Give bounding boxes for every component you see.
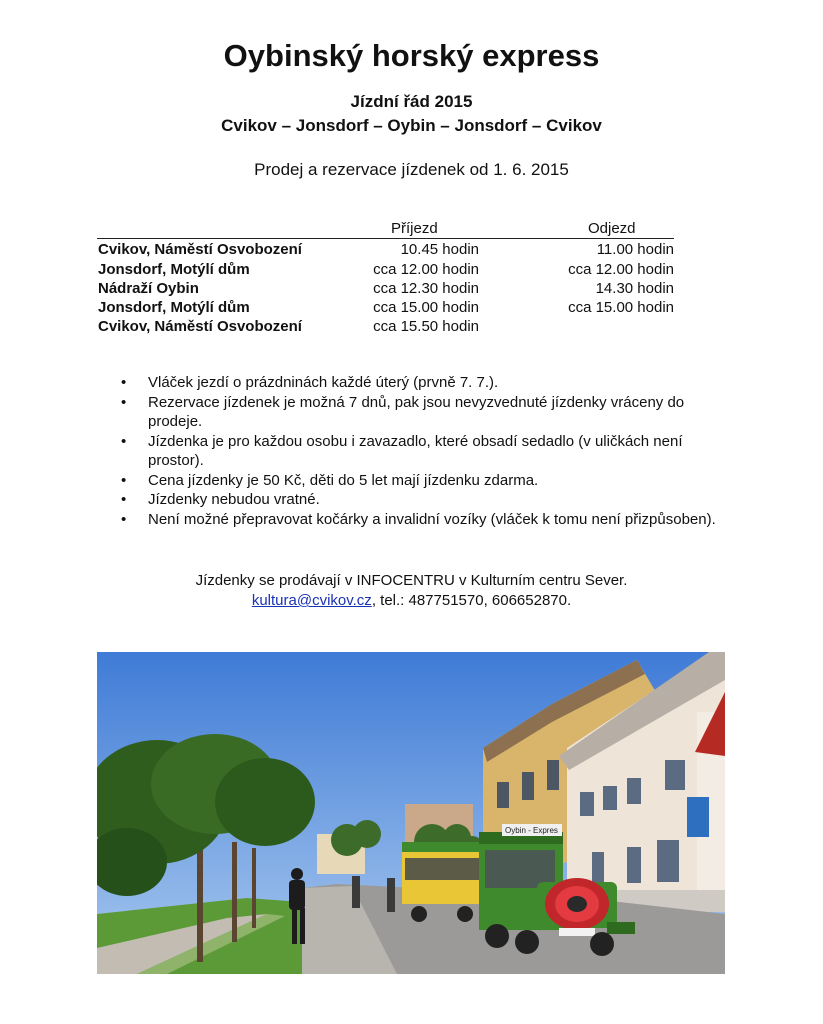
page-title: Oybinský horský express: [223, 38, 600, 73]
table-row: [97, 318, 677, 337]
schedule-subtitle: Jízdní řád 2015: [350, 92, 473, 111]
departure-time: 14.30 hodin: [595, 280, 674, 297]
ticket-sales-info: Jízdenky se prodávají v INFOCENTRU v Kulturním centru Sever.: [195, 572, 628, 589]
stop-name: Jonsdorf, Motýlí dům: [98, 261, 250, 278]
note-text: Vláček jezdí o prázdninách každé úterý (prvně 7. 7.).: [148, 374, 499, 391]
stop-name: Cvikov, Náměstí Osvobození: [98, 318, 302, 335]
list-item: [121, 393, 731, 432]
bullet-icon: •: [121, 432, 127, 450]
bullet-icon: •: [121, 491, 127, 508]
bullet-icon: •: [121, 471, 127, 489]
arrival-time: cca 12.30 hodin: [373, 280, 479, 297]
table-row: [97, 261, 677, 280]
table-row: [97, 299, 677, 318]
arrival-time: cca 15.00 hodin: [373, 299, 479, 316]
arrival-time: 10.45 hodin: [400, 241, 479, 258]
phone-text: , tel.: 487751570, 606652870.: [371, 592, 572, 609]
list-item: [121, 510, 731, 530]
bullet-icon: •: [121, 374, 127, 391]
contact-line: [0, 592, 823, 609]
blue-sign: [687, 797, 709, 837]
bullet-icon: •: [121, 510, 127, 528]
route-line: Cvikov – Jonsdorf – Oybin – Jonsdorf – Cvikov: [221, 116, 602, 135]
departure-time: cca 12.00 hodin: [568, 261, 674, 278]
list-item: [121, 432, 731, 471]
arrival-time: cca 12.00 hodin: [373, 261, 479, 278]
notes-list: [121, 373, 731, 529]
arrival-column-header: Příjezd: [391, 220, 438, 237]
stop-name: Cvikov, Náměstí Osvobození: [98, 241, 302, 258]
train-sign: Oybin - Expres: [505, 826, 558, 835]
stop-name: Jonsdorf, Motýlí dům: [98, 299, 250, 316]
list-item: [121, 373, 731, 393]
departure-time: 11.00 hodin: [596, 241, 674, 258]
note-text: Rezervace jízdenek je možná 7 dnů, pak jsou nevyzvednuté jízdenky vráceny do prodeje.: [148, 393, 685, 430]
arrival-time: cca 15.50 hodin: [373, 318, 479, 335]
bullet-icon: •: [121, 393, 127, 411]
note-text: Jízdenky nebudou vratné.: [148, 491, 320, 508]
street-train-photo: [97, 652, 725, 974]
table-row: [97, 280, 677, 299]
sale-info: Prodej a rezervace jízdenek od 1. 6. 2015: [254, 160, 569, 179]
table-header-rule: [97, 238, 674, 239]
note-text: Cena jízdenky je 50 Kč, děti do 5 let mají jízdenku zdarma.: [148, 471, 539, 489]
departure-time: cca 15.00 hodin: [568, 299, 674, 316]
table-row: [97, 241, 677, 260]
note-text: Jízdenka je pro každou osobu i zavazadlo, které obsadí sedadlo (v uličkách není prostor).: [148, 432, 683, 469]
email-link[interactable]: kultura@cvikov.cz: [251, 592, 372, 609]
note-text: Není možné přepravovat kočárky a invalidní vozíky (vláček k tomu není přizpůsoben).: [148, 510, 716, 528]
list-item: [121, 471, 731, 491]
departure-column-header: Odjezd: [588, 220, 636, 237]
list-item: [121, 490, 731, 510]
stop-name: Nádraží Oybin: [98, 280, 199, 297]
